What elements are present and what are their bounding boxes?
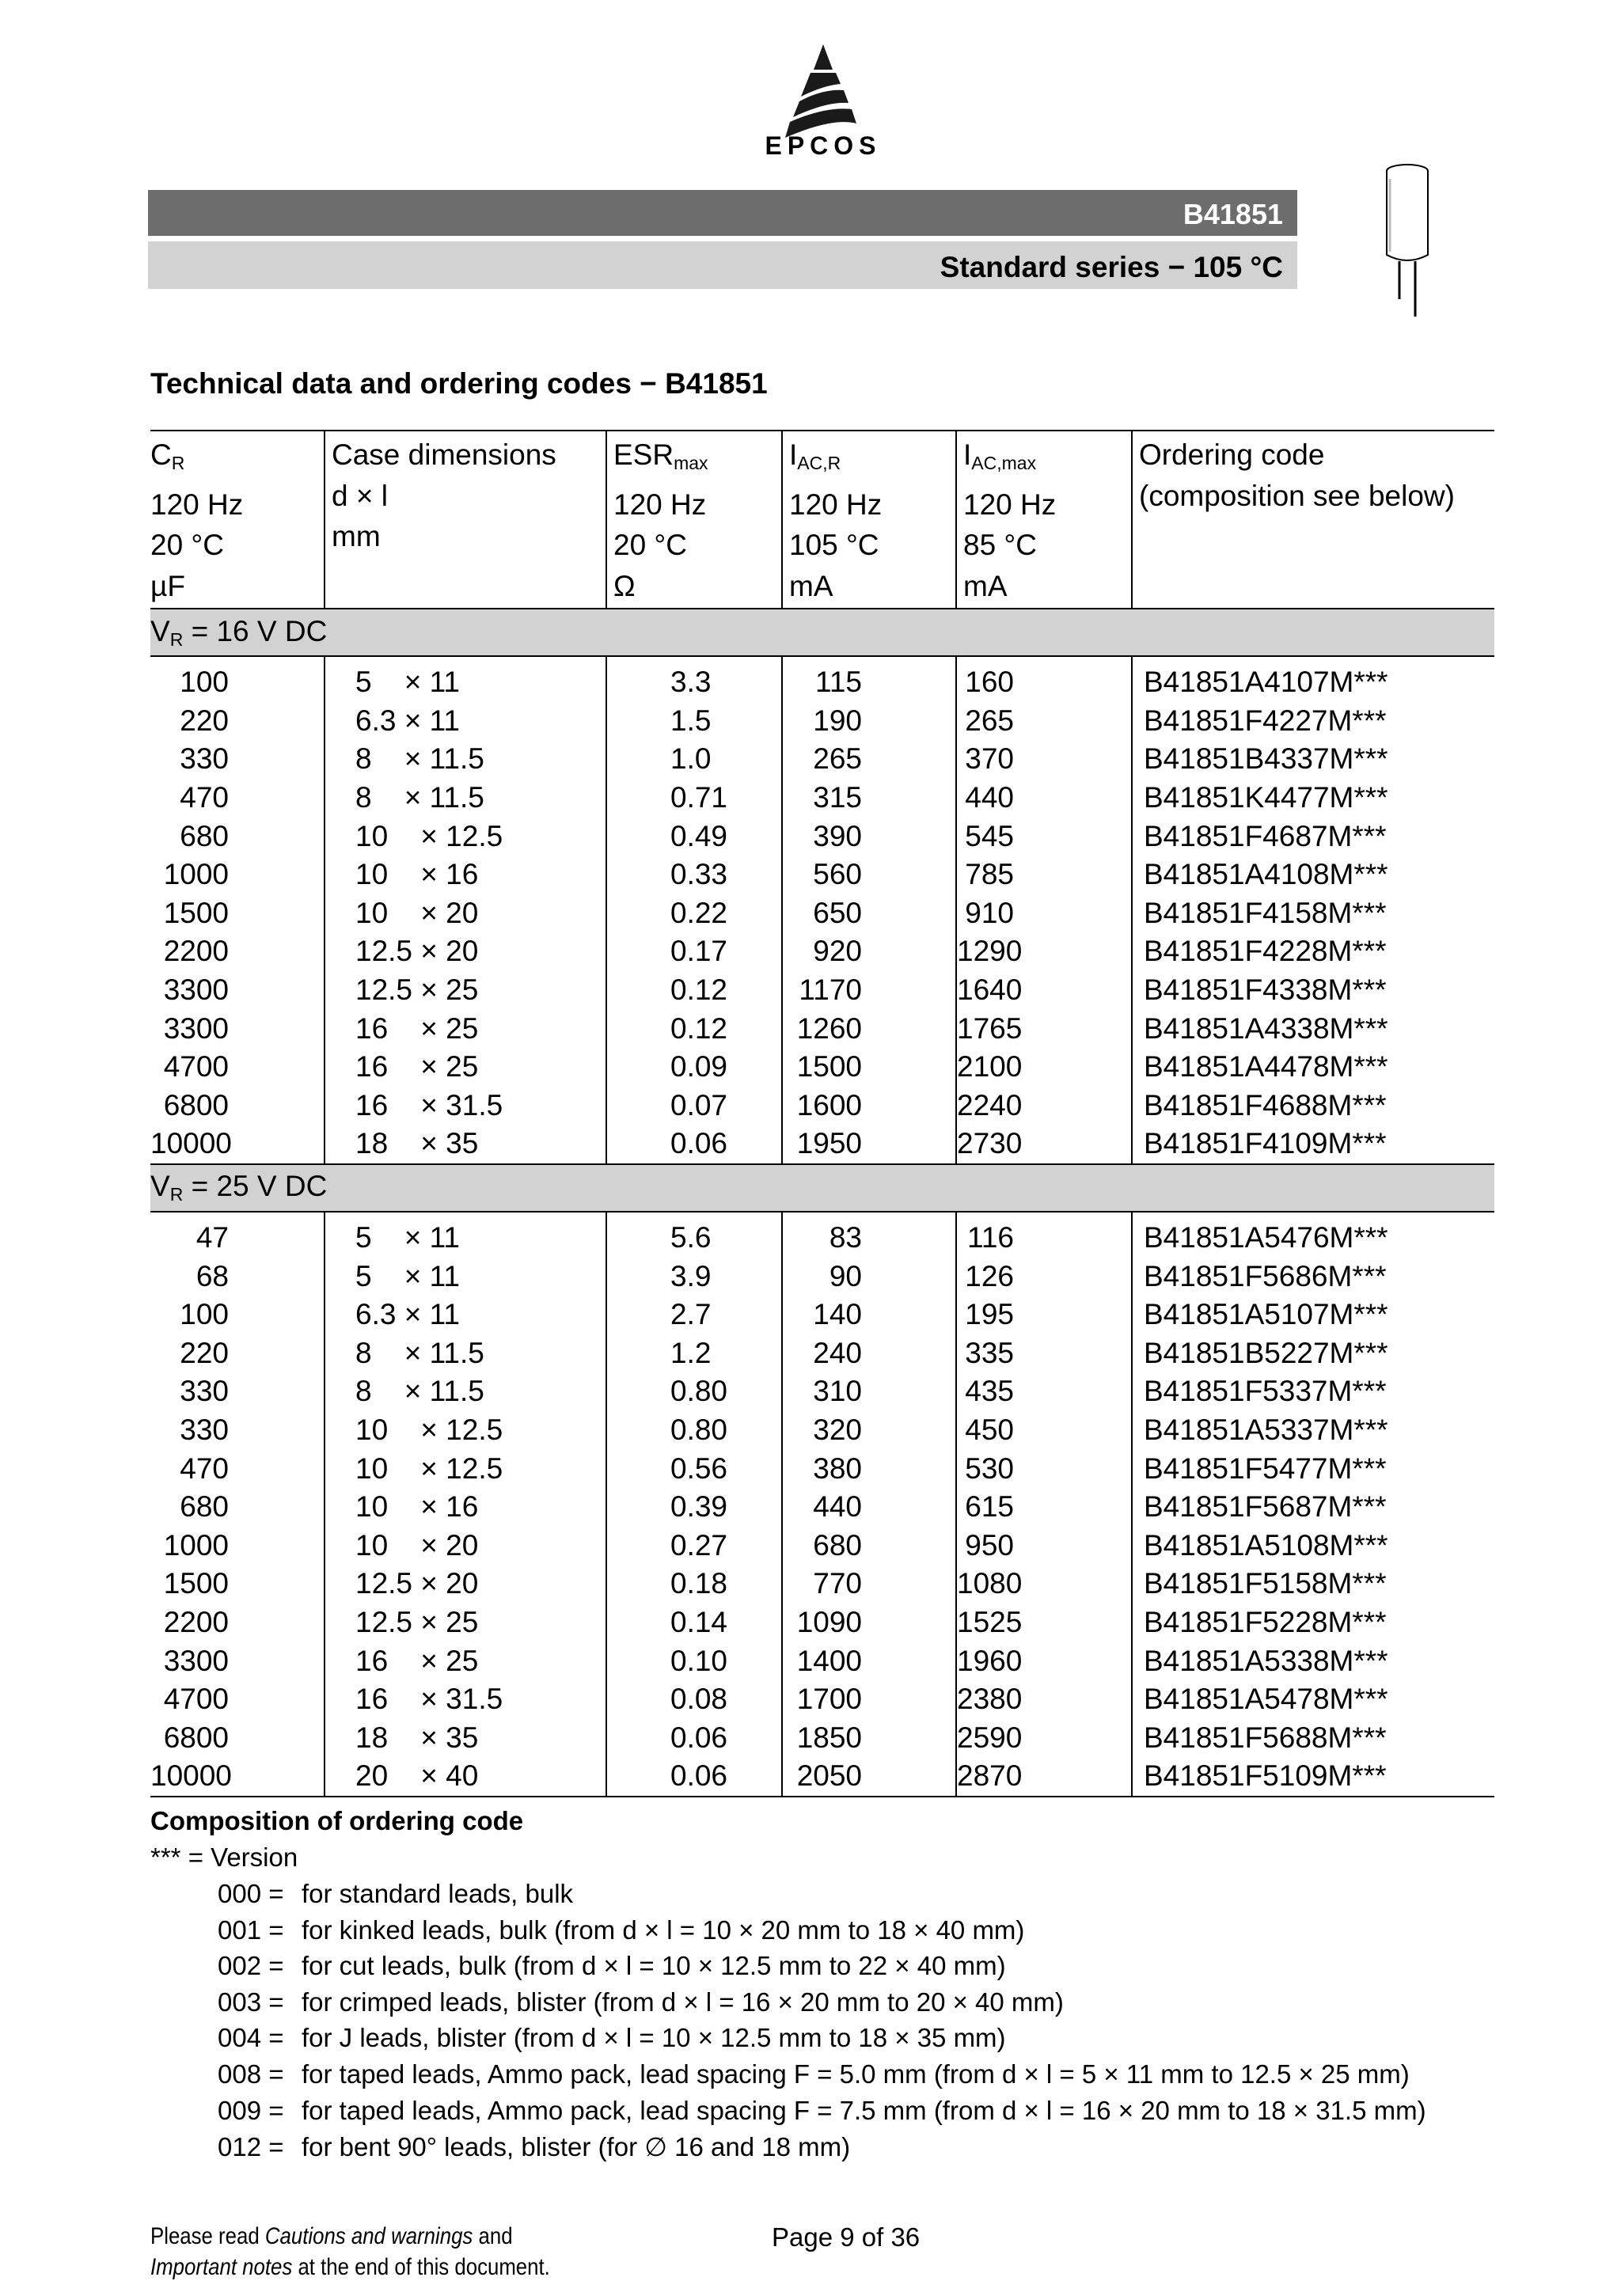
table-row xyxy=(150,1411,1494,1450)
table-row xyxy=(150,1718,1494,1757)
iac-r-cell: 90 xyxy=(782,1257,956,1296)
iac-max-cell: 1765 xyxy=(956,1009,1132,1048)
iac-max-cell: 2100 xyxy=(956,1048,1132,1087)
footer-link-cautions: Cautions and warnings xyxy=(264,2223,473,2249)
ordering-code-cell: B41851F5228M*** xyxy=(1132,1603,1494,1642)
iac-r-cell: 265 xyxy=(782,740,956,779)
iac-max-cell: 450 xyxy=(956,1411,1132,1450)
composition-text: for kinked leads, bulk (from d × l = 10 × 20 mm to 18 × 40 mm) xyxy=(302,1915,1025,1945)
ordering-code-cell: B41851F4338M*** xyxy=(1132,971,1494,1010)
case-dimensions-cell: 20 × 40 xyxy=(325,1757,606,1797)
iac-r-cell: 140 xyxy=(782,1296,956,1334)
table-row xyxy=(150,1565,1494,1603)
composition-code: 001 = xyxy=(218,1915,284,1945)
column-header-line: 120 Hz xyxy=(150,488,244,521)
esr-cell: 0.49 xyxy=(606,817,782,856)
case-dimensions-cell: 5 × 11 xyxy=(325,1257,606,1296)
table-row xyxy=(150,856,1494,894)
esr-cell: 3.3 xyxy=(606,656,782,702)
table-row xyxy=(150,1334,1494,1373)
capacitance-cell: 100 xyxy=(180,666,229,699)
esr-cell: 0.18 xyxy=(606,1565,782,1603)
column-header-line: 20 °C xyxy=(613,529,687,561)
ordering-code-cell: B41851A4338M*** xyxy=(1132,1009,1494,1048)
case-dimensions-cell: 12.5 × 25 xyxy=(325,1603,606,1642)
composition-code: 003 = xyxy=(218,1987,284,2017)
footer-text: Please read xyxy=(150,2223,265,2249)
ordering-code-cell: B41851K4477M*** xyxy=(1132,779,1494,818)
capacitance-cell: 3300 xyxy=(163,1644,229,1677)
voltage-group-row xyxy=(150,609,1494,656)
capacitance-cell: 1500 xyxy=(163,1567,229,1600)
column-header-subscript: R xyxy=(171,453,185,473)
case-dimensions-cell: 8 × 11.5 xyxy=(325,1334,606,1373)
iac-r-cell: 190 xyxy=(782,702,956,741)
series-title: Standard series − 105 °C xyxy=(940,251,1283,283)
voltage-label-subscript: R xyxy=(169,628,184,650)
iac-max-cell: 1960 xyxy=(956,1641,1132,1680)
ordering-code-cell: B41851A4108M*** xyxy=(1132,856,1494,894)
iac-r-cell: 1170 xyxy=(782,971,956,1010)
table-row xyxy=(150,971,1494,1010)
capacitance-cell: 470 xyxy=(180,781,229,814)
capacitance-cell: 3300 xyxy=(163,1011,229,1045)
ordering-code-cell: B41851A5338M*** xyxy=(1132,1641,1494,1680)
capacitance-cell: 330 xyxy=(180,1413,229,1446)
table-row xyxy=(150,1212,1494,1258)
capacitance-cell: 1000 xyxy=(163,858,229,891)
esr-cell: 0.12 xyxy=(606,1009,782,1048)
case-dimensions-cell: 10 × 20 xyxy=(325,1526,606,1565)
ordering-code-cell: B41851F5337M*** xyxy=(1132,1372,1494,1411)
table-row xyxy=(150,1526,1494,1565)
capacitor-icon xyxy=(1377,158,1441,324)
iac-r-cell: 1260 xyxy=(782,1009,956,1048)
composition-code: 012 = xyxy=(218,2132,284,2162)
esr-cell: 0.80 xyxy=(606,1372,782,1411)
iac-max-cell: 195 xyxy=(956,1296,1132,1334)
case-dimensions-cell: 6.3 × 11 xyxy=(325,1296,606,1334)
case-dimensions-cell: 10 × 20 xyxy=(325,894,606,933)
capacitance-cell: 100 xyxy=(180,1298,229,1331)
case-dimensions-cell: 5 × 11 xyxy=(325,1212,606,1258)
column-header xyxy=(1132,431,1494,609)
composition-text: for taped leads, Ammo pack, lead spacing F = 7.5 mm (from d × l = 16 × 20 mm to 18 × 31.5 mm) xyxy=(302,2095,1426,2125)
composition-text: for J leads, blister (from d × l = 10 × 12.5 mm to 18 × 35 mm) xyxy=(302,2023,1006,2053)
logo-text: EPCOS xyxy=(765,131,882,160)
ordering-code-cell: B41851F4688M*** xyxy=(1132,1087,1494,1125)
esr-cell: 0.33 xyxy=(606,856,782,894)
column-header-name: ESR xyxy=(613,438,674,471)
table-row xyxy=(150,1372,1494,1411)
iac-r-cell: 320 xyxy=(782,1411,956,1450)
composition-item xyxy=(218,1951,1006,1981)
case-dimensions-cell: 5 × 11 xyxy=(325,656,606,702)
iac-r-cell: 1090 xyxy=(782,1603,956,1642)
iac-r-cell: 1600 xyxy=(782,1087,956,1125)
iac-r-cell: 115 xyxy=(782,656,956,702)
column-header-line: d × l xyxy=(332,479,388,512)
ordering-code-cell: B41851A4107M*** xyxy=(1132,656,1494,702)
case-dimensions-cell: 16 × 31.5 xyxy=(325,1680,606,1719)
composition-title: Composition of ordering code xyxy=(150,1806,524,1835)
esr-cell: 1.5 xyxy=(606,702,782,741)
iac-max-cell: 950 xyxy=(956,1526,1132,1565)
iac-r-cell: 315 xyxy=(782,779,956,818)
table-row xyxy=(150,1641,1494,1680)
capacitance-cell: 6800 xyxy=(163,1721,229,1754)
esr-cell: 0.71 xyxy=(606,779,782,818)
case-dimensions-cell: 10 × 16 xyxy=(325,1488,606,1527)
capacitance-cell: 680 xyxy=(180,819,229,852)
column-header-line: 105 °C xyxy=(789,529,879,561)
iac-max-cell: 435 xyxy=(956,1372,1132,1411)
iac-max-cell: 440 xyxy=(956,779,1132,818)
section-title: Technical data and ordering codes − B41851 xyxy=(150,367,768,400)
column-header xyxy=(150,431,325,609)
capacitance-cell: 330 xyxy=(180,1375,229,1408)
iac-max-cell: 545 xyxy=(956,817,1132,856)
composition-code: 002 = xyxy=(218,1951,284,1981)
case-dimensions-cell: 18 × 35 xyxy=(325,1125,606,1164)
ordering-code-cell: B41851F4228M*** xyxy=(1132,932,1494,971)
column-header-line: 85 °C xyxy=(963,529,1037,561)
footer-link-notes: Important notes xyxy=(150,2254,293,2280)
column-header-line: Ω xyxy=(613,569,636,602)
voltage-label: V xyxy=(150,1170,170,1203)
case-dimensions-cell: 18 × 35 xyxy=(325,1718,606,1757)
esr-cell: 0.22 xyxy=(606,894,782,933)
ordering-code-cell: B41851A5478M*** xyxy=(1132,1680,1494,1719)
composition-text: for taped leads, Ammo pack, lead spacing F = 5.0 mm (from d × l = 5 × 11 mm to 12.5 × 25 mm) xyxy=(302,2059,1410,2089)
part-number: B41851 xyxy=(1183,198,1283,230)
capacitance-cell: 220 xyxy=(180,704,229,737)
composition-version: *** = Version xyxy=(150,1842,298,1872)
voltage-value: = 25 V DC xyxy=(183,1170,328,1203)
composition-item xyxy=(218,1915,1024,1945)
series-bar xyxy=(148,241,1297,289)
table-row xyxy=(150,740,1494,779)
iac-r-cell: 560 xyxy=(782,856,956,894)
table-row xyxy=(150,932,1494,971)
ordering-code-cell: B41851A5337M*** xyxy=(1132,1411,1494,1450)
case-dimensions-cell: 12.5 × 20 xyxy=(325,1565,606,1603)
ordering-code-cell: B41851A5476M*** xyxy=(1132,1212,1494,1258)
ordering-code-cell: B41851F5109M*** xyxy=(1132,1757,1494,1797)
iac-max-cell: 615 xyxy=(956,1488,1132,1527)
capacitance-cell: 1500 xyxy=(163,896,229,929)
iac-r-cell: 240 xyxy=(782,1334,956,1373)
voltage-label: V xyxy=(150,614,170,647)
table-row xyxy=(150,1488,1494,1527)
table-row xyxy=(150,1048,1494,1087)
esr-cell: 0.10 xyxy=(606,1641,782,1680)
esr-cell: 0.07 xyxy=(606,1087,782,1125)
composition-item xyxy=(218,2059,1410,2089)
iac-max-cell: 335 xyxy=(956,1334,1132,1373)
iac-r-cell: 380 xyxy=(782,1449,956,1488)
ordering-code-cell: B41851F5158M*** xyxy=(1132,1565,1494,1603)
ordering-code-cell: B41851A5108M*** xyxy=(1132,1526,1494,1565)
case-dimensions-cell: 10 × 16 xyxy=(325,856,606,894)
table-row xyxy=(150,1257,1494,1296)
esr-cell: 0.17 xyxy=(606,932,782,971)
capacitance-cell: 470 xyxy=(180,1452,229,1485)
column-header-line: µF xyxy=(150,569,185,602)
capacitance-cell: 4700 xyxy=(163,1683,229,1716)
capacitance-cell: 4700 xyxy=(163,1050,229,1083)
iac-max-cell: 2730 xyxy=(956,1125,1132,1164)
composition-code: 004 = xyxy=(218,2023,284,2053)
table-row xyxy=(150,1087,1494,1125)
iac-r-cell: 1700 xyxy=(782,1680,956,1719)
iac-max-cell: 785 xyxy=(956,856,1132,894)
iac-r-cell: 770 xyxy=(782,1565,956,1603)
footer-note xyxy=(150,2221,550,2283)
esr-cell: 0.80 xyxy=(606,1411,782,1450)
esr-cell: 2.7 xyxy=(606,1296,782,1334)
ordering-code-cell: B41851F4109M*** xyxy=(1132,1125,1494,1164)
iac-r-cell: 1500 xyxy=(782,1048,956,1087)
ordering-code-cell: B41851F5688M*** xyxy=(1132,1718,1494,1757)
table-row xyxy=(150,1757,1494,1797)
ordering-code-cell: B41851F4158M*** xyxy=(1132,894,1494,933)
column-header xyxy=(782,431,956,609)
iac-max-cell: 160 xyxy=(956,656,1132,702)
esr-cell: 0.09 xyxy=(606,1048,782,1087)
esr-cell: 1.2 xyxy=(606,1334,782,1373)
iac-r-cell: 920 xyxy=(782,932,956,971)
column-header-line: mA xyxy=(789,569,833,602)
iac-max-cell: 2240 xyxy=(956,1087,1132,1125)
column-header-line: 120 Hz xyxy=(789,488,883,521)
column-header-line: 20 °C xyxy=(150,529,224,561)
composition-text: for bent 90° leads, blister (for ∅ 16 and 18 mm) xyxy=(302,2132,851,2162)
capacitance-cell: 1000 xyxy=(163,1528,229,1562)
iac-r-cell: 310 xyxy=(782,1372,956,1411)
composition-code: 000 = xyxy=(218,1879,284,1908)
case-dimensions-cell: 10 × 12.5 xyxy=(325,1449,606,1488)
voltage-group-label xyxy=(150,609,1494,656)
iac-max-cell: 1525 xyxy=(956,1603,1132,1642)
page-number: Page 9 of 36 xyxy=(772,2222,921,2252)
column-header-line: mm xyxy=(332,520,381,552)
composition-text: for crimped leads, blister (from d × l = 16 × 20 mm to 20 × 40 mm) xyxy=(302,1987,1064,2017)
column-header-line: mA xyxy=(963,569,1008,602)
column-header-line: 120 Hz xyxy=(963,488,1057,521)
case-dimensions-cell: 8 × 11.5 xyxy=(325,779,606,818)
footer-text: and xyxy=(473,2223,513,2249)
ordering-code-cell: B41851A4478M*** xyxy=(1132,1048,1494,1087)
table-row xyxy=(150,656,1494,702)
esr-cell: 5.6 xyxy=(606,1212,782,1258)
iac-max-cell: 910 xyxy=(956,894,1132,933)
composition-item xyxy=(218,2096,1426,2126)
composition-code: 009 = xyxy=(218,2095,284,2125)
iac-max-cell: 370 xyxy=(956,740,1132,779)
iac-r-cell: 1850 xyxy=(782,1718,956,1757)
case-dimensions-cell: 10 × 12.5 xyxy=(325,1411,606,1450)
iac-max-cell: 530 xyxy=(956,1449,1132,1488)
column-header xyxy=(606,431,782,609)
column-header xyxy=(325,431,606,609)
capacitance-cell: 10000 xyxy=(150,1125,325,1164)
table-row xyxy=(150,1125,1494,1164)
technical-data-table xyxy=(150,430,1494,1797)
ordering-code-cell: B41851F4687M*** xyxy=(1132,817,1494,856)
column-header-name: I xyxy=(963,438,972,471)
ordering-code-cell: B41851A5107M*** xyxy=(1132,1296,1494,1334)
column-header-name: Ordering code xyxy=(1139,438,1325,471)
iac-max-cell: 2590 xyxy=(956,1718,1132,1757)
column-header-line: 120 Hz xyxy=(613,488,707,521)
iac-r-cell: 650 xyxy=(782,894,956,933)
table-row xyxy=(150,779,1494,818)
capacitance-cell: 330 xyxy=(180,742,229,776)
case-dimensions-cell: 16 × 25 xyxy=(325,1641,606,1680)
capacitance-cell: 680 xyxy=(180,1490,229,1524)
case-dimensions-cell: 8 × 11.5 xyxy=(325,740,606,779)
table-row xyxy=(150,1296,1494,1334)
capacitance-cell: 6800 xyxy=(163,1088,229,1121)
esr-cell: 0.06 xyxy=(606,1718,782,1757)
ordering-code-cell: B41851B5227M*** xyxy=(1132,1334,1494,1373)
voltage-group-row xyxy=(150,1164,1494,1212)
iac-max-cell: 126 xyxy=(956,1257,1132,1296)
iac-max-cell: 116 xyxy=(956,1212,1132,1258)
esr-cell: 0.12 xyxy=(606,971,782,1010)
composition-item xyxy=(218,1879,573,1909)
composition-item xyxy=(218,2131,850,2162)
case-dimensions-cell: 6.3 × 11 xyxy=(325,702,606,741)
iac-max-cell: 1290 xyxy=(956,932,1132,971)
esr-cell: 0.39 xyxy=(606,1488,782,1527)
esr-cell: 0.27 xyxy=(606,1526,782,1565)
table-row xyxy=(150,894,1494,933)
capacitance-cell: 220 xyxy=(180,1336,229,1369)
esr-cell: 0.56 xyxy=(606,1449,782,1488)
iac-r-cell: 2050 xyxy=(782,1757,956,1797)
ordering-code-cell: B41851B4337M*** xyxy=(1132,740,1494,779)
table-row xyxy=(150,1603,1494,1642)
case-dimensions-cell: 16 × 31.5 xyxy=(325,1087,606,1125)
composition-item xyxy=(218,1987,1064,2017)
column-header-line: (composition see below) xyxy=(1139,479,1455,512)
composition-text: for standard leads, bulk xyxy=(302,1879,574,1908)
voltage-group-label xyxy=(150,1164,1494,1212)
iac-max-cell: 2870 xyxy=(956,1757,1132,1797)
iac-r-cell: 1400 xyxy=(782,1641,956,1680)
column-header-name: I xyxy=(789,438,798,471)
table-row xyxy=(150,1680,1494,1719)
esr-cell: 0.14 xyxy=(606,1603,782,1642)
case-dimensions-cell: 16 × 25 xyxy=(325,1048,606,1087)
case-dimensions-cell: 16 × 25 xyxy=(325,1009,606,1048)
table-row xyxy=(150,1449,1494,1488)
esr-cell: 0.06 xyxy=(606,1757,782,1797)
capacitance-cell: 47 xyxy=(196,1221,229,1254)
footer-text: at the end of this document. xyxy=(292,2254,550,2280)
column-header-name: Case dimensions xyxy=(332,438,556,471)
column-header-name: C xyxy=(150,438,172,471)
esr-cell: 1.0 xyxy=(606,740,782,779)
iac-max-cell: 1640 xyxy=(956,971,1132,1010)
composition-item xyxy=(218,2023,1006,2053)
capacitance-cell: 10000 xyxy=(150,1757,325,1797)
esr-cell: 0.06 xyxy=(606,1125,782,1164)
iac-r-cell: 440 xyxy=(782,1488,956,1527)
iac-r-cell: 680 xyxy=(782,1526,956,1565)
voltage-value: = 16 V DC xyxy=(183,614,328,647)
capacitance-cell: 68 xyxy=(196,1259,229,1292)
ordering-code-cell: B41851F5686M*** xyxy=(1132,1257,1494,1296)
iac-r-cell: 1950 xyxy=(782,1125,956,1164)
case-dimensions-cell: 10 × 12.5 xyxy=(325,817,606,856)
case-dimensions-cell: 8 × 11.5 xyxy=(325,1372,606,1411)
iac-r-cell: 83 xyxy=(782,1212,956,1258)
composition-text: for cut leads, bulk (from d × l = 10 × 12.5 mm to 22 × 40 mm) xyxy=(302,1951,1006,1981)
column-header-subscript: max xyxy=(674,453,708,473)
table-row xyxy=(150,1009,1494,1048)
case-dimensions-cell: 12.5 × 25 xyxy=(325,971,606,1010)
ordering-code-cell: B41851F5687M*** xyxy=(1132,1488,1494,1527)
esr-cell: 0.08 xyxy=(606,1680,782,1719)
composition-code: 008 = xyxy=(218,2059,284,2089)
esr-cell: 3.9 xyxy=(606,1257,782,1296)
part-number-bar xyxy=(148,190,1297,236)
column-header-subscript: AC,R xyxy=(797,453,841,473)
table-row xyxy=(150,702,1494,741)
case-dimensions-cell: 12.5 × 20 xyxy=(325,932,606,971)
ordering-code-cell: B41851F5477M*** xyxy=(1132,1449,1494,1488)
column-header-subscript: AC,max xyxy=(971,453,1037,473)
capacitance-cell: 3300 xyxy=(163,973,229,1007)
iac-max-cell: 1080 xyxy=(956,1565,1132,1603)
table-row xyxy=(150,817,1494,856)
column-header xyxy=(956,431,1132,609)
iac-r-cell: 390 xyxy=(782,817,956,856)
iac-max-cell: 265 xyxy=(956,702,1132,741)
capacitance-cell: 2200 xyxy=(163,1605,229,1638)
ordering-code-cell: B41851F4227M*** xyxy=(1132,702,1494,741)
voltage-label-subscript: R xyxy=(169,1184,184,1205)
iac-max-cell: 2380 xyxy=(956,1680,1132,1719)
capacitance-cell: 2200 xyxy=(163,935,229,968)
